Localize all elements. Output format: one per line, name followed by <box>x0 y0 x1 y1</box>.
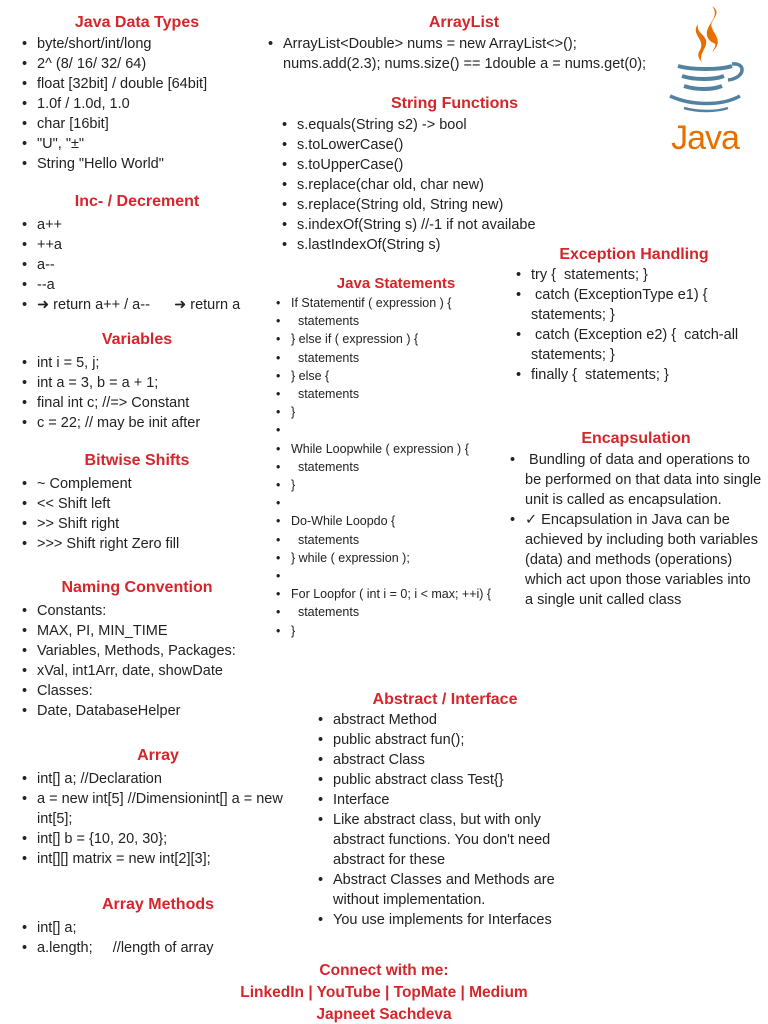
section-array <box>22 746 307 869</box>
java-coffee-cup-icon <box>662 4 748 114</box>
list-item: • For Loopfor ( int i = 0; i < max; ++i) { <box>276 585 516 603</box>
list-item: • public abstract fun(); <box>318 730 578 750</box>
section-arraylist <box>268 13 660 74</box>
list-item: • statements <box>276 349 516 367</box>
section-naming-convention <box>22 578 272 721</box>
list <box>516 265 764 385</box>
section-title: Naming Convention <box>61 579 213 596</box>
list-item: • ✓ Encapsulation in Java can be achieved by including both variables (data) and methods (operations) which act upon those variables into a single unit called class <box>510 510 762 610</box>
list-item: • statements <box>276 458 516 476</box>
list-item: • xVal, int1Arr, date, showDate <box>22 661 272 681</box>
list <box>22 769 307 869</box>
list-item: • Constants: <box>22 601 272 621</box>
list-item: • Bundling of data and operations to be performed on that data into single unit is called as encapsulation. <box>510 450 762 510</box>
section-java-statements <box>276 274 516 640</box>
list-item: • s.toLowerCase() <box>282 135 627 155</box>
list-item: • a-- <box>22 255 252 275</box>
list-item: • ArrayList<Double> nums = new ArrayList<>(); nums.add(2.3); nums.size() == 1double a = nums.get(0); <box>268 34 660 74</box>
section-bitwise-shifts <box>22 451 252 554</box>
list-item: • a.length; //length of array <box>22 938 297 958</box>
list-item: • abstract Method <box>318 710 578 730</box>
java-logo-text: Java <box>671 119 739 157</box>
list-item: • } <box>276 622 516 640</box>
section-variables <box>22 330 252 433</box>
section-inc-decrement <box>22 192 252 315</box>
list <box>276 294 516 640</box>
list-item: • a++ <box>22 215 252 235</box>
list-item: • try { statements; } <box>516 265 764 285</box>
list-item: • byte/short/int/long <box>22 34 252 54</box>
list-item: • float [32bit] / double [64bit] <box>22 74 252 94</box>
list-item: • catch (ExceptionType e1) { statements; } <box>516 285 764 325</box>
footer <box>0 960 768 1024</box>
list-item: • int[] a; //Declaration <box>22 769 307 789</box>
list-item: • } else { <box>276 367 516 385</box>
section-title: Variables <box>101 331 173 348</box>
list-item: • ➜ return a++ / a-- ➜ return a <box>22 295 252 315</box>
social-links[interactable]: LinkedIn | YouTube | TopMate | Medium <box>240 984 528 1001</box>
list-item: • 1.0f / 1.0d, 1.0 <box>22 94 252 114</box>
list-item: • int[] b = {10, 20, 30}; <box>22 829 307 849</box>
list-item: • s.replace(char old, char new) <box>282 175 627 195</box>
list-item <box>276 421 516 439</box>
list <box>22 34 252 174</box>
section-title: Bitwise Shifts <box>84 452 190 469</box>
list-item: • s.equals(String s2) -> bool <box>282 115 627 135</box>
section-exception-handling <box>516 245 764 385</box>
list-item: • >> Shift right <box>22 514 252 534</box>
list-item: • While Loopwhile ( expression ) { <box>276 440 516 458</box>
list-item: • You use implements for Interfaces <box>318 910 578 930</box>
list-item: • 2^ (8/ 16/ 32/ 64) <box>22 54 252 74</box>
section-title: Array Methods <box>101 896 215 913</box>
section-java-data-types <box>22 13 252 174</box>
list-item: • Do-While Loopdo { <box>276 512 516 530</box>
list-item: • statements <box>276 312 516 330</box>
list <box>22 215 252 315</box>
list-item: • } <box>276 476 516 494</box>
connect-label: Connect with me: <box>319 962 449 979</box>
list-item: • c = 22; // may be init after <box>22 413 252 433</box>
list-item: • s.toUpperCase() <box>282 155 627 175</box>
section-title: Abstract / Interface <box>372 691 518 708</box>
section-title: Inc- / Decrement <box>74 193 200 210</box>
list-item: • ~ Complement <box>22 474 252 494</box>
list-item: • int[][] matrix = new int[2][3]; <box>22 849 307 869</box>
list-item: • Date, DatabaseHelper <box>22 701 272 721</box>
list <box>268 34 660 74</box>
list-item: • s.replace(String old, String new) <box>282 195 627 215</box>
list-item: • ++a <box>22 235 252 255</box>
list-item <box>276 494 516 512</box>
list-item: • statements <box>276 603 516 621</box>
list-item: • "U", "±" <box>22 134 252 154</box>
list-item: • int i = 5, j; <box>22 353 252 373</box>
section-title: Java Statements <box>336 275 456 292</box>
list-item: • << Shift left <box>22 494 252 514</box>
section-title: Array <box>137 747 179 764</box>
list <box>22 918 297 958</box>
section-encapsulation <box>510 429 766 610</box>
section-title: Exception Handling <box>559 246 709 263</box>
list-item: • s.indexOf(String s) //-1 if not availabe <box>282 215 627 235</box>
list-item: • int[] a; <box>22 918 297 938</box>
list <box>510 450 766 610</box>
author-name: Japneet Sachdeva <box>316 1006 452 1023</box>
list-item: • >>> Shift right Zero fill <box>22 534 252 554</box>
list <box>318 710 578 930</box>
list-item: • Abstract Classes and Methods are without implementation. <box>318 870 578 910</box>
list-item: • finally { statements; } <box>516 365 764 385</box>
list-item: • catch (Exception e2) { catch-all statements; } <box>516 325 764 365</box>
list <box>22 601 272 721</box>
section-title: Encapsulation <box>581 430 691 447</box>
list-item: • Variables, Methods, Packages: <box>22 641 272 661</box>
list-item: • public abstract class Test{} <box>318 770 578 790</box>
list-item: • } else if ( expression ) { <box>276 330 516 348</box>
section-title: String Functions <box>390 95 519 112</box>
list-item: • String "Hello World" <box>22 154 252 174</box>
list-item: • Interface <box>318 790 578 810</box>
list <box>282 115 627 255</box>
list-item: • a = new int[5] //Dimensionint[] a = new int[5]; <box>22 789 307 829</box>
list-item: • int a = 3, b = a + 1; <box>22 373 252 393</box>
section-array-methods <box>22 895 297 958</box>
section-title: ArrayList <box>428 14 500 31</box>
list-item: • If Statementif ( expression ) { <box>276 294 516 312</box>
list-item: • statements <box>276 385 516 403</box>
list-item: • } while ( expression ); <box>276 549 516 567</box>
list-item: • Classes: <box>22 681 272 701</box>
list <box>22 474 252 554</box>
list-item: • Like abstract class, but with only abstract functions. You don't need abstract for these <box>318 810 578 870</box>
section-abstract-interface <box>318 690 578 930</box>
section-title: Java Data Types <box>74 14 200 31</box>
list-item: • abstract Class <box>318 750 578 770</box>
list <box>22 353 252 433</box>
list-item: • char [16bit] <box>22 114 252 134</box>
list-item <box>276 567 516 585</box>
java-logo <box>662 4 748 157</box>
list-item: • --a <box>22 275 252 295</box>
list-item: • s.lastIndexOf(String s) <box>282 235 627 255</box>
list-item: • statements <box>276 531 516 549</box>
section-string-functions <box>282 94 627 255</box>
list-item: • final int c; //=> Constant <box>22 393 252 413</box>
list-item: • MAX, PI, MIN_TIME <box>22 621 272 641</box>
list-item: • } <box>276 403 516 421</box>
